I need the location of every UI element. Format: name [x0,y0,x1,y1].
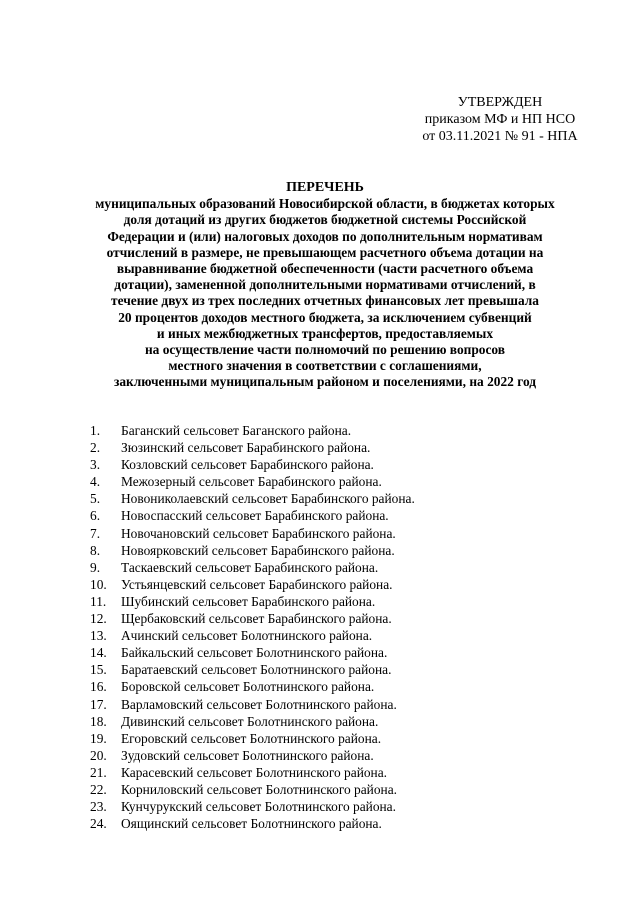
list-item-name: Корниловский сельсовет Болотнинского района. [121,781,397,797]
list-item-name: Устьянцевский сельсовет Барабинского района. [121,576,393,592]
heading-line: выравнивание бюджетной обеспеченности (части расчетного объема [116,261,534,277]
heading-line: на осуществление части полномочий по решению вопросов [144,342,506,358]
approval-date-number: от 03.11.2021 № 91 - НПА [422,129,578,144]
list-item-name: Оящинский сельсовет Болотнинского района. [121,816,382,832]
list-item-number: 9. [90,559,101,575]
heading-line: течение двух из трех последних отчетных финансовых лет превышала [111,293,539,309]
heading-line: 20 процентов доходов местного бюджета, за исключением субвенций [118,309,532,325]
list-item-number: 3. [90,457,101,473]
list-item-number: 4. [90,474,101,490]
heading-line: отчислений в размере, не превышающем расчетного объема дотации на [106,244,544,260]
list-item-name: Шубинский сельсовет Барабинского района. [121,593,376,609]
list-item-number: 16. [90,679,107,695]
list-item-number: 15. [90,662,107,678]
list-item-name: Новочановский сельсовет Барабинского района. [121,525,396,541]
list-item-name: Зюзинский сельсовет Барабинского района. [121,440,371,456]
list-item-number: 18. [90,713,107,729]
list-item-name: Межозерный сельсовет Барабинского района. [121,474,382,490]
list-item-name: Таскаевский сельсовет Барабинского района. [121,559,379,575]
heading-line: доля дотаций из других бюджетов бюджетной системы Российской [123,212,527,228]
list-item-name: Зудовский сельсовет Болотнинского района. [121,747,374,763]
list-item-name: Карасевский сельсовет Болотнинского района. [121,764,388,780]
list-item-number: 14. [90,645,107,661]
list-item-number: 21. [90,764,107,780]
list-item-number: 12. [90,611,107,627]
list-item-name: Баратаевский сельсовет Болотнинского района. [121,662,392,678]
list-item-number: 2. [90,440,101,456]
list-item-name: Новониколаевский сельсовет Барабинского района. [121,491,415,507]
list-item-name: Боровской сельсовет Болотнинского района. [121,679,375,695]
list-item-number: 17. [90,696,107,712]
list-item-name: Баганский сельсовет Баганского района. [121,423,352,438]
list-item-name: Байкальский сельсовет Болотнинского района. [121,645,388,661]
heading-line: Федерации и (или) налоговых доходов по дополнительным нормативам [107,228,543,244]
list-item-name: Новоспасский сельсовет Барабинского района. [121,508,389,524]
list-item-number: 11. [90,593,107,609]
list-item-number: 24. [90,816,107,832]
list-item-number: 23. [90,799,107,815]
list-item-name: Егоровский сельсовет Болотнинского района. [121,730,382,746]
document-subtitle [60,196,590,390]
list-item-number: 6. [90,508,101,524]
heading-line: дотации), замененной дополнительными нормативами отчислений, в [114,277,536,293]
list-item-name: Кунчурукский сельсовет Болотнинского района. [121,799,396,815]
heading-line: заключенными муниципальным районом и поселениями, на 2022 год [113,374,537,390]
list-item-name: Дивинский сельсовет Болотнинского района. [121,713,379,729]
list-item-name: Новоярковский сельсовет Барабинского района. [121,542,395,558]
list-item-number: 13. [90,628,107,644]
list-item-number: 19. [90,730,107,746]
document-heading [60,180,590,391]
list-item-number: 20. [90,747,107,763]
heading-line: местного значения в соответствии с соглашениями, [168,358,482,374]
list-item-number: 8. [90,542,101,558]
approval-order: приказом МФ и НП НСО [424,112,576,127]
list-item-name: Козловский сельсовет Барабинского района. [121,457,374,473]
list-item-name: Ачинский сельсовет Болотнинского района. [121,628,373,644]
list-item-number: 5. [90,491,101,507]
list-item-number: 7. [90,525,101,541]
document-title: ПЕРЕЧЕНЬ [286,180,364,195]
list-item-number: 22. [90,781,107,797]
list-item-name: Варламовский сельсовет Болотнинского района. [121,696,397,712]
heading-line: муниципальных образований Новосибирской области, в бюджетах которых [95,196,555,212]
approval-stamp [400,94,600,145]
list-item-number: 1. [90,423,101,438]
list-item-name: Щербаковский сельсовет Барабинского района. [121,611,392,627]
heading-line: и иных межбюджетных трансфертов, предоставляемых [156,325,494,341]
approval-status: УТВЕРЖДЕН [457,95,543,110]
list-item-number: 10. [90,576,107,592]
